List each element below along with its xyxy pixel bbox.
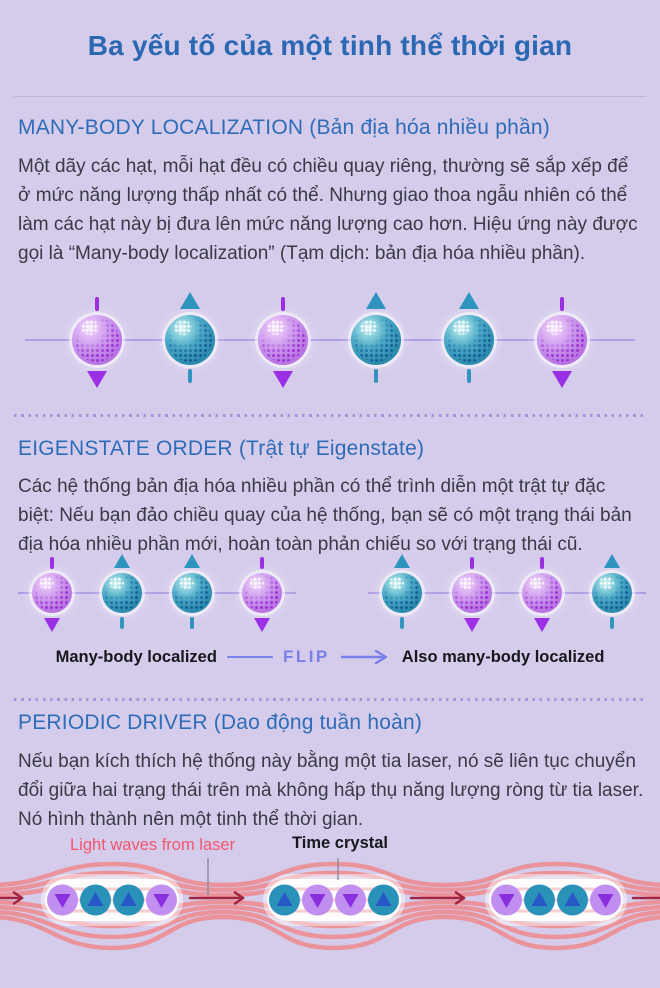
caption-many-body-localized: Many-body localized — [55, 647, 217, 666]
section-divider-dotted — [14, 414, 646, 417]
spin-arrow-shaft — [540, 557, 544, 569]
section-body-many-body-localization: Một dãy các hạt, mỗi hạt đều có chiều quay riêng, thường sẽ sắp xếp để ở mức năng lượng thấp nhất có thể. Nhưng giao thoa ngẫu nhiên có thể làm các hạt này bị đưa lên mức năng lượng cao hơn. Hiệu ứng này được gọi là “Many-body localization” (Tạm dịch: bản địa hóa nhiều phần). — [18, 156, 638, 264]
spin-up-arrowhead — [114, 554, 130, 568]
spin-up-arrowhead — [604, 554, 620, 568]
spin-up-arrowhead — [459, 292, 479, 309]
spin-arrow-shaft — [400, 617, 404, 629]
section-body-periodic-driver: Nếu bạn kích thích hệ thống này bằng một tia laser, nó sẽ liên tục chuyển đổi giữa hai trạng thái trên mà không hấp thụ năng lượng ròng từ tia laser. Nó hình thành nên một tinh thể thời gian. — [18, 751, 644, 830]
spin-particle-up — [444, 315, 494, 365]
spin-down-arrowhead — [273, 371, 293, 388]
spin-up-arrowhead — [394, 554, 410, 568]
spin-up-arrowhead — [180, 292, 200, 309]
flip-caption-row — [0, 644, 660, 670]
page-title: Ba yếu tố của một tinh thể thời gian — [87, 30, 573, 61]
spin-up-arrowhead — [366, 292, 386, 309]
spin-down-arrowhead — [254, 618, 270, 632]
label-time-crystal: Time crystal — [292, 834, 389, 852]
spin-up-arrowhead — [184, 554, 200, 568]
section-heading-eigenstate-order: EIGENSTATE ORDER (Trật tự Eigenstate) — [18, 437, 425, 460]
flip-comparison-diagram — [0, 545, 660, 645]
spin-arrow-shaft — [281, 297, 285, 311]
spin-particle-down — [537, 315, 587, 365]
flip-label: FLIP — [282, 647, 330, 666]
spin-down-arrowhead — [87, 371, 107, 388]
spin-particle-up — [165, 315, 215, 365]
spin-arrow-shaft — [560, 297, 564, 311]
spin-arrow-shaft — [50, 557, 54, 569]
spin-particle-up — [592, 573, 632, 613]
spin-particle-down — [242, 573, 282, 613]
spin-arrow-shaft — [610, 617, 614, 629]
spin-arrow-shaft — [188, 369, 192, 383]
spin-down-arrowhead — [464, 618, 480, 632]
section-divider-dotted — [14, 698, 646, 701]
spin-particle-down — [452, 573, 492, 613]
spin-arrow-shaft — [470, 557, 474, 569]
spin-down-arrowhead — [534, 618, 550, 632]
spin-arrow-shaft — [260, 557, 264, 569]
title-divider — [14, 96, 646, 97]
spin-particle-down — [522, 573, 562, 613]
spin-particle-up — [382, 573, 422, 613]
spin-arrow-shaft — [190, 617, 194, 629]
flip-connector-line — [227, 656, 273, 659]
spin-arrow-shaft — [120, 617, 124, 629]
laser-wave-diagram — [0, 858, 660, 988]
spin-arrow-shaft — [95, 297, 99, 311]
spin-particle-up — [172, 573, 212, 613]
flip-arrow-icon — [340, 650, 392, 664]
section-heading-periodic-driver: PERIODIC DRIVER (Dao động tuần hoàn) — [18, 711, 423, 734]
spin-down-arrowhead — [44, 618, 60, 632]
caption-also-many-body-localized: Also many-body localized — [401, 647, 605, 666]
spin-particle-down — [32, 573, 72, 613]
spin-arrow-shaft — [374, 369, 378, 383]
spin-particle-down — [72, 315, 122, 365]
spin-particle-up — [351, 315, 401, 365]
label-light-waves-from-laser: Light waves from laser — [70, 836, 236, 854]
section-body-eigenstate-order: Các hệ thống bản địa hóa nhiều phần có thể trình diễn một trật tự đặc biệt: Nếu bạn đảo chiều quay của hệ thống, bạn sẽ có một trạng thái bản địa hóa nhiều phần mới, hoàn toàn phản chiếu so với trạng thái cũ. — [18, 476, 632, 555]
spin-arrow-shaft — [467, 369, 471, 383]
spin-particle-down — [258, 315, 308, 365]
spin-particle-up — [102, 573, 142, 613]
section-heading-many-body-localization: MANY-BODY LOCALIZATION (Bản địa hóa nhiều phần) — [18, 116, 550, 139]
spin-chain-diagram — [0, 290, 660, 402]
spin-down-arrowhead — [552, 371, 572, 388]
